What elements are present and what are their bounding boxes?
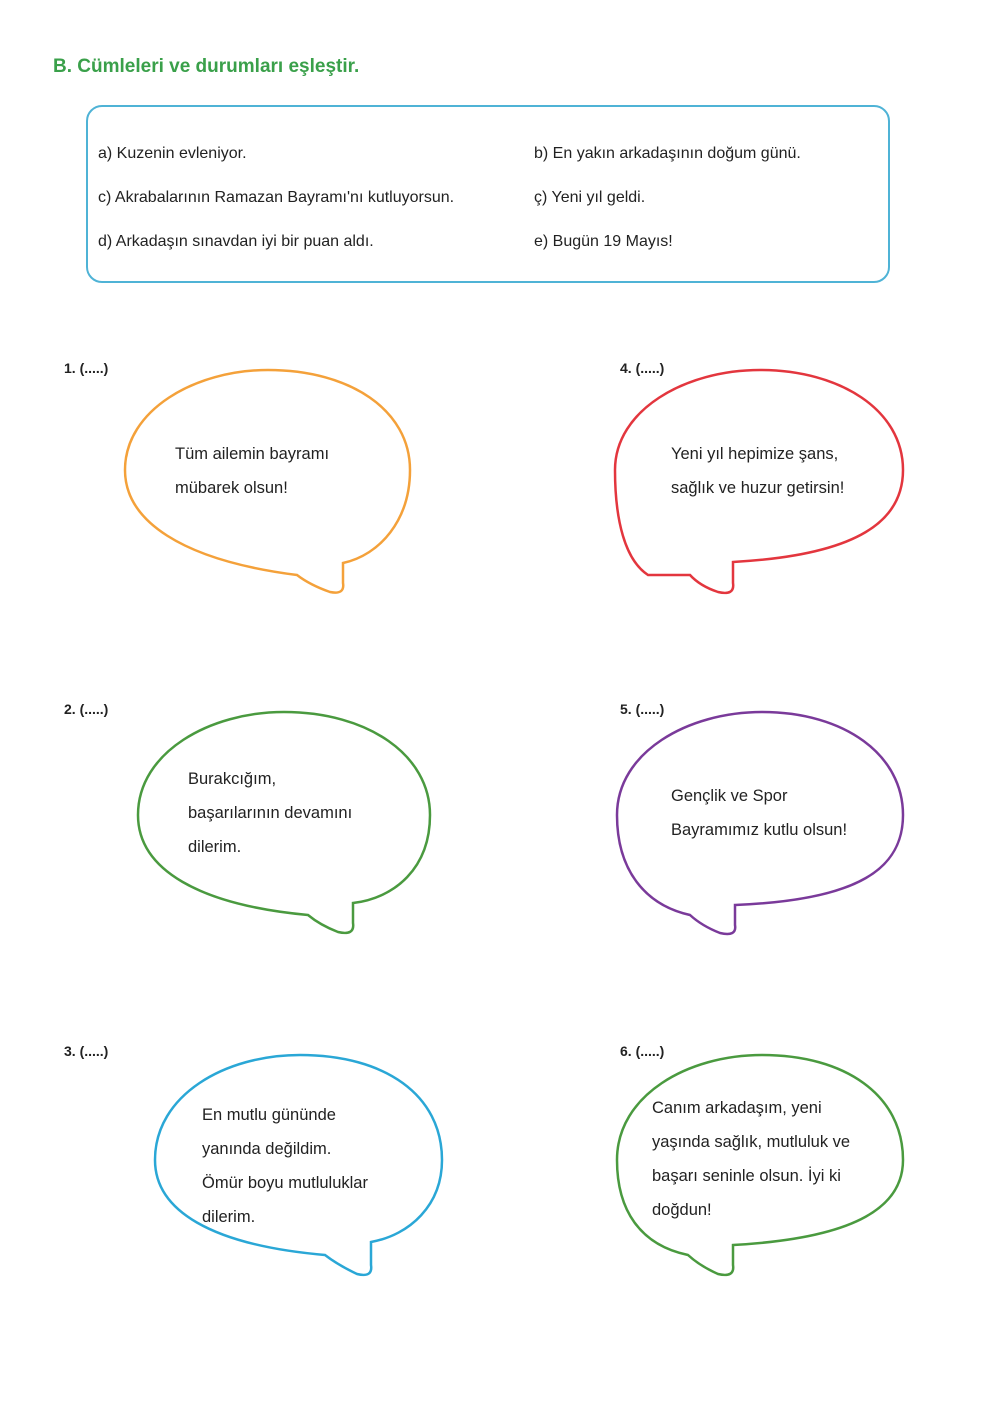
option-d: d) Arkadaşın sınavdan iyi bir puan aldı.	[98, 233, 374, 250]
bubble-3-line: En mutlu gününde	[202, 1106, 336, 1124]
option-c: c) Akrabalarının Ramazan Bayramı'nı kutluyorsun.	[98, 189, 455, 206]
bubble-4-line: sağlık ve huzur getirsin!	[671, 479, 845, 497]
bubble-5-number: 5. (.....)	[620, 701, 665, 717]
bubble-5-text	[671, 779, 847, 847]
bubble-5-line: Bayramımız kutlu olsun!	[671, 821, 848, 839]
bubble-3-number: 3. (.....)	[64, 1043, 109, 1059]
bubble-4-number: 4. (.....)	[620, 360, 665, 376]
bubble-5-line: Gençlik ve Spor	[671, 787, 788, 805]
bubble-1-number: 1. (.....)	[64, 360, 109, 376]
option-e: e) Bugün 19 Mayıs!	[534, 233, 673, 250]
bubble-6-text	[652, 1091, 850, 1227]
bubble-6-number: 6. (.....)	[620, 1043, 665, 1059]
option-cc: ç) Yeni yıl geldi.	[534, 189, 646, 206]
bubble-3-line: yanında değildim.	[202, 1140, 332, 1158]
exercise-title: B. Cümleleri ve durumları eşleştir.	[53, 56, 360, 77]
bubble-4-text	[671, 437, 844, 505]
bubble-2-line: başarılarının devamını	[188, 804, 353, 822]
bubble-1-line: mübarek olsun!	[175, 479, 288, 497]
bubble-3-line: Ömür boyu mutluluklar	[202, 1174, 368, 1192]
bubble-1-text	[175, 437, 329, 505]
bubble-3-text	[202, 1098, 368, 1234]
bubble-2-text	[188, 762, 352, 864]
option-a: a) Kuzenin evleniyor.	[98, 145, 247, 162]
bubble-6-line: doğdun!	[652, 1201, 712, 1219]
bubble-6-line: Canım arkadaşım, yeni	[652, 1099, 822, 1117]
option-b: b) En yakın arkadaşının doğum günü.	[534, 145, 801, 162]
bubble-2-line: Burakcığım,	[188, 770, 277, 788]
bubble-2-number: 2. (.....)	[64, 701, 109, 717]
bubble-1-line: Tüm ailemin bayramı	[175, 445, 330, 463]
bubble-6-line: yaşında sağlık, mutluluk ve	[652, 1133, 851, 1151]
bubble-2-line: dilerim.	[188, 838, 242, 856]
bubble-3-line: dilerim.	[202, 1208, 256, 1226]
bubble-6-line: başarı seninle olsun. İyi ki	[652, 1167, 841, 1185]
bubble-4-line: Yeni yıl hepimize şans,	[671, 445, 839, 463]
